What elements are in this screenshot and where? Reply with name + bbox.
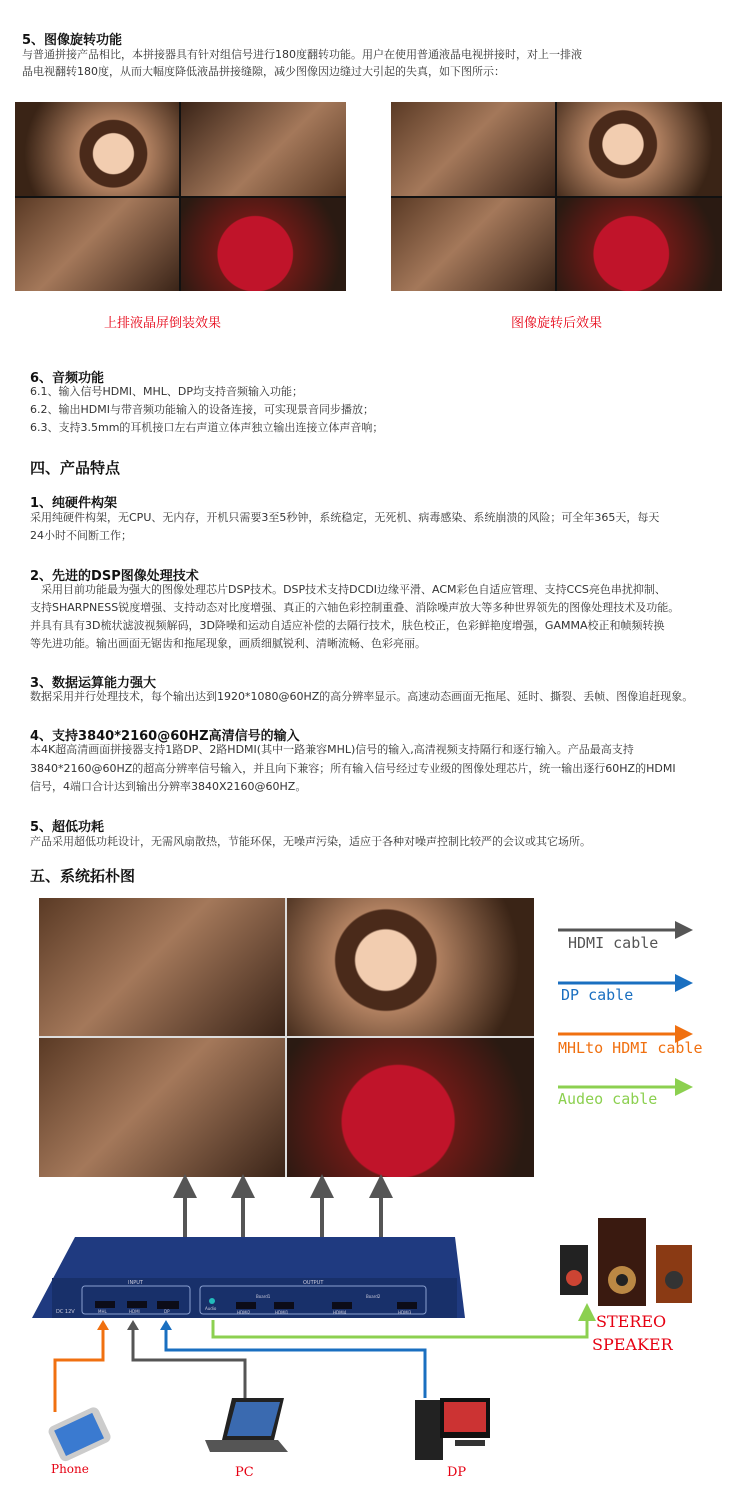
dp-label: DP <box>447 1465 467 1480</box>
laptop-image <box>205 1398 288 1452</box>
paragraph-line: 与普通拼接产品相比，本拼接器具有针对组信号进行180度翻转功能。用户在使用普通液晶电视拼接时，对上一排液 <box>22 48 582 61</box>
speaker-label: SPEAKER <box>592 1335 673 1354</box>
port-label: Audio <box>205 1306 217 1311</box>
speaker-image <box>560 1218 692 1306</box>
legend-audio: Audeo cable <box>558 1090 658 1108</box>
section-title: 5、图像旋转功能 <box>22 33 123 48</box>
chapter-title: 五、系统拓朴图 <box>30 867 136 885</box>
port-label: DP <box>164 1309 170 1314</box>
paragraph-line: 信号，4端口合计达到输出分辨率3840X2160@60HZ。 <box>30 780 307 793</box>
port-label: HDMI4 <box>333 1310 347 1315</box>
port-label: MHL <box>98 1309 107 1314</box>
caption-right: 图像旋转后效果 <box>511 316 603 331</box>
list-item: 6.1、输入信号HDMI、MHL、DP均支持音频输入功能； <box>30 385 303 398</box>
paragraph-line: 数据采用并行处理技术，每个输出达到1920*1080@60HZ的高分辨率显示。高速动态画面无拖尾、延时、撕裂、丢帧、图像追赶现象。 <box>30 690 694 703</box>
pc-label: PC <box>235 1465 254 1480</box>
board-label: Board1 <box>256 1294 271 1299</box>
list-item: 6.2、输出HDMI与带音频功能输入的设备连接，可实现景音同步播放； <box>30 403 374 416</box>
section-title: 6、音频功能 <box>30 371 105 386</box>
feature-title: 4、支持3840*2160@60HZ高清信号的输入 <box>30 729 300 744</box>
feature-title: 5、超低功耗 <box>30 820 105 835</box>
port-label: HDMI2 <box>237 1310 251 1315</box>
paragraph-line: 本4K超高清画面拼接器支持1路DP、2路HDMI(其中一路兼容MHL)信号的输入,高清视频支持隔行和逐行输入。产品最高支持 <box>30 743 634 756</box>
mhl-cable <box>55 1323 103 1412</box>
chapter-title: 四、产品特点 <box>30 459 121 477</box>
port-label: HDMI <box>129 1309 140 1314</box>
port-label: HDMI1 <box>275 1310 289 1315</box>
paragraph-line: 晶电视翻转180度，从而大幅度降低液晶拼接缝隙，减少图像因边缝过大引起的失真，如下图所示： <box>22 65 505 78</box>
desktop-pc-image <box>415 1398 490 1460</box>
legend-mhl: MHLto HDMI cable <box>558 1039 703 1057</box>
port-label: HDMI3 <box>398 1310 412 1315</box>
device-output-label: OUTPUT <box>303 1280 324 1286</box>
legend-dp: DP cable <box>561 986 634 1004</box>
phone-label: Phone <box>51 1462 89 1476</box>
feature-title: 3、数据运算能力强大 <box>30 676 157 691</box>
hdmi-cable <box>133 1323 245 1398</box>
list-item: 6.3、支持3.5mm的耳机接口左右声道立体声独立输出连接立体声音响； <box>30 421 384 434</box>
paragraph-line: 24小时不间断工作； <box>30 529 132 542</box>
board-label: Board2 <box>366 1294 381 1299</box>
paragraph-line: 支持SHARPNESS锐度增强、支持动态对比度增强、真正的六轴色彩控制重叠、消除噪声放大等多种世界领先的图像处理技术及功能。 <box>30 601 680 614</box>
paragraph-line: 并具有具有3D梳状滤波视频解码，3D降噪和运动自适应补偿的去隔行技术，肤色校正，色彩鲜艳度增强，GAMMA校正和帧频转换 <box>30 619 665 632</box>
paragraph-line: 采用纯硬件构架，无CPU、无内存，开机只需要3至5秒钟，系统稳定，无死机、病毒感染、系统崩溃的风险；可全年365天，每天 <box>30 511 660 524</box>
paragraph-line: 产品采用超低功耗设计，无需风扇散热，节能环保，无噪声污染，适应于各种对噪声控制比较严的会议或其它场所。 <box>30 835 591 848</box>
device-input-label: INPUT <box>128 1280 143 1286</box>
legend-arrows <box>558 930 684 1087</box>
output-arrows <box>185 1186 381 1238</box>
device-dc-label: DC 12V <box>56 1309 75 1315</box>
phone-image <box>47 1405 113 1463</box>
paragraph-line: 采用目前功能最为强大的图像处理芯片DSP技术。DSP技术支持DCDI边缘平滑、ACM彩色自适应管理、支持CCS亮色串扰抑制、 <box>30 583 666 596</box>
feature-title: 2、先进的DSP图像处理技术 <box>30 569 199 584</box>
caption-left: 上排液晶屏倒装效果 <box>104 316 222 331</box>
paragraph-line: 3840*2160@60HZ的超高分辨率信号输入，并且向下兼容；所有输入信号经过专业级的图像处理芯片，统一输出逐行60HZ的HDMI <box>30 762 676 775</box>
paragraph-line: 等先进功能。输出画面无锯齿和拖尾现象，画质细腻锐利、清晰流畅、色彩亮丽。 <box>30 637 426 650</box>
feature-title: 1、纯硬件构架 <box>30 496 118 511</box>
legend-hdmi: HDMI cable <box>568 934 659 952</box>
speaker-label: STEREO <box>596 1312 667 1331</box>
